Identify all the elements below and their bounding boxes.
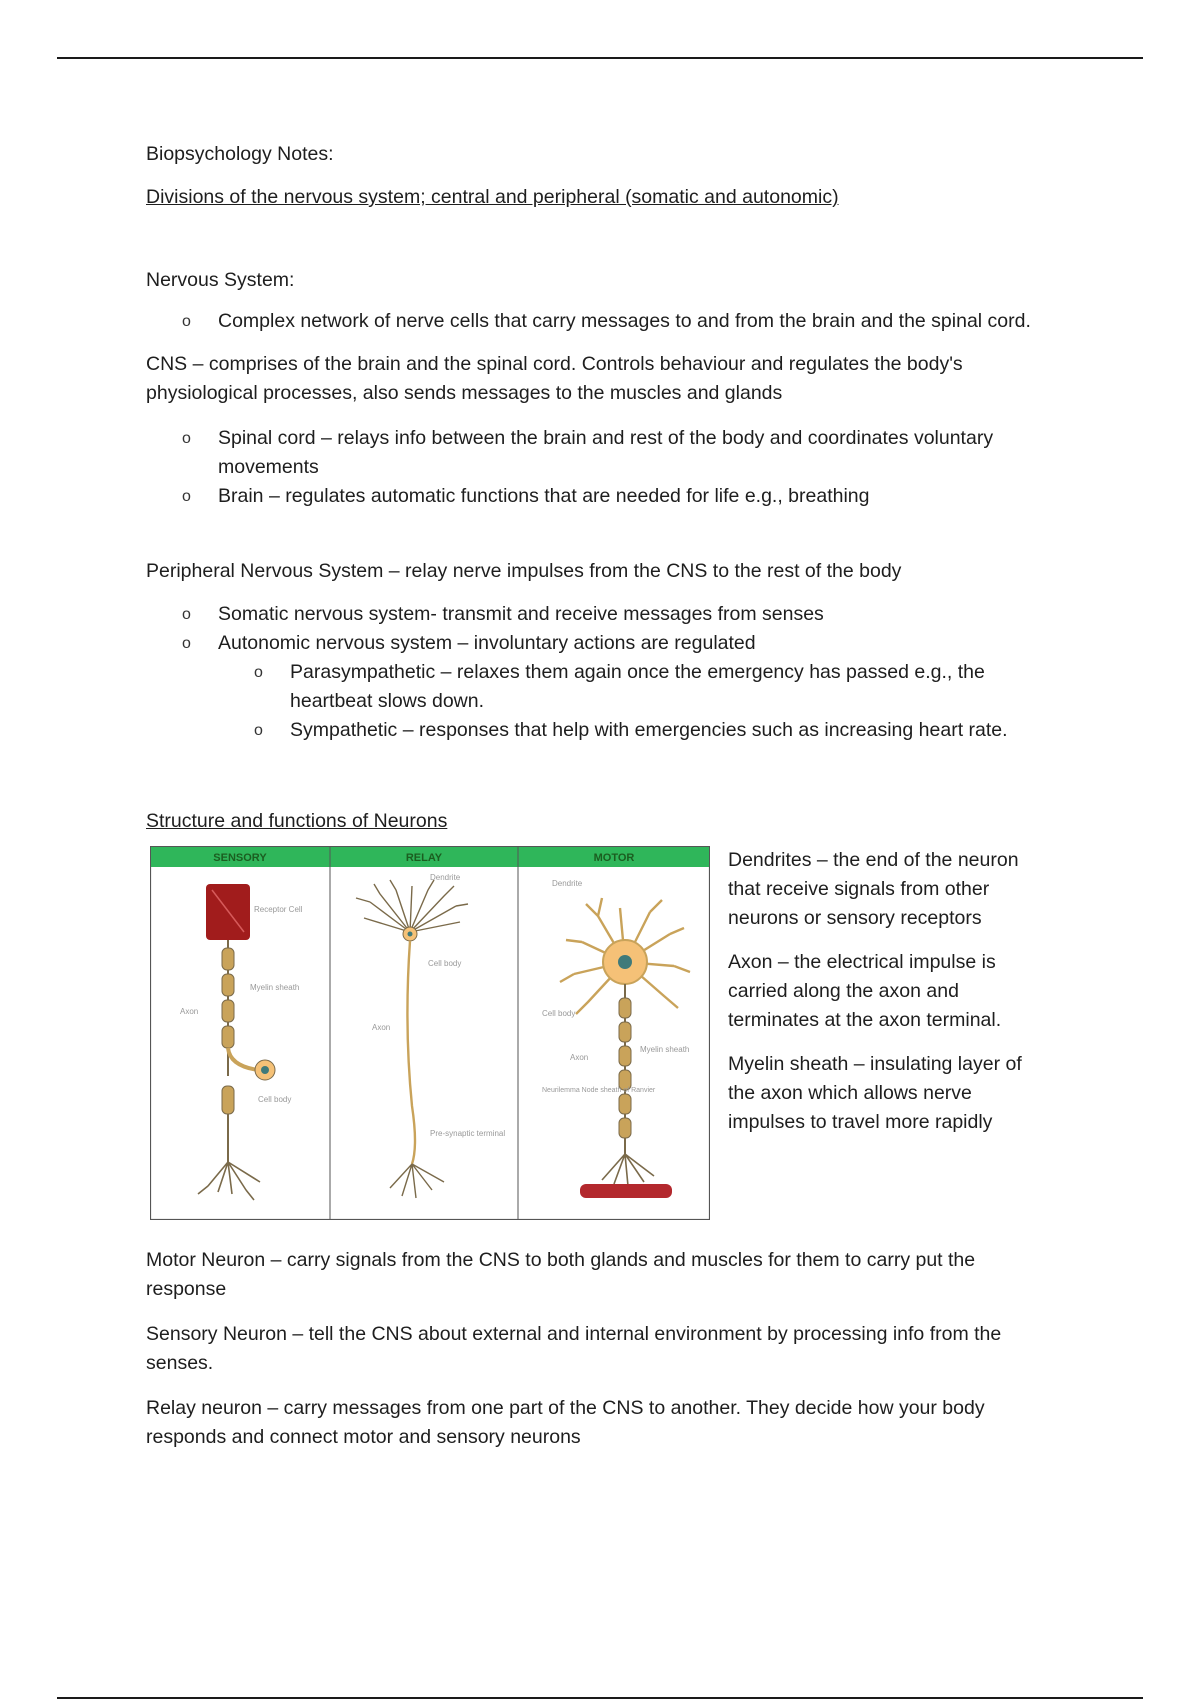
list-item-text: Spinal cord – relays info between the brain and rest of the body and coordinates voluntary movements — [218, 427, 994, 478]
cns-list — [146, 424, 1046, 511]
note-dendrites: Dendrites – the end of the neuron that receive signals from other neurons or sensory receptors — [728, 849, 1019, 929]
nervous-system-label: Nervous System: — [146, 269, 295, 291]
list-item-text: Parasympathetic – relaxes them again once the emergency has passed e.g., the heartbeat slows down. — [290, 661, 985, 712]
myelin-segment — [619, 1094, 631, 1114]
bottom-rule — [57, 1697, 1143, 1699]
myelin-segment — [619, 1118, 631, 1138]
myelin-segment — [222, 974, 234, 996]
label-node-motor: Neurilemma Node sheath of Ranvier — [542, 1087, 656, 1094]
label-myelin-motor: Myelin sheath — [640, 1045, 690, 1054]
header-relay: RELAY — [405, 852, 443, 864]
bullet-icon: o — [182, 313, 191, 330]
section-heading-neurons: Structure and functions of Neurons — [146, 810, 448, 832]
label-cell-body-motor: Cell body — [542, 1009, 576, 1018]
nervous-system-list — [146, 307, 1046, 336]
list-item — [146, 600, 1046, 629]
label-receptor: Receptor Cell — [254, 905, 303, 914]
note-axon: Axon – the electrical impulse is carried along the axon and terminates at the axon terminal. — [728, 951, 1002, 1031]
myelin-segment — [619, 998, 631, 1018]
list-item — [146, 716, 1046, 745]
bullet-icon: o — [182, 606, 191, 623]
neuron-section — [146, 846, 1046, 1220]
list-item-text: Autonomic nervous system – involuntary actions are regulated — [218, 632, 756, 654]
ans-list — [146, 658, 1046, 745]
bullet-icon: o — [254, 664, 263, 681]
top-rule — [57, 57, 1143, 59]
label-cell-body-relay: Cell body — [428, 959, 462, 968]
label-cell-body-sensory: Cell body — [258, 1095, 292, 1104]
bullet-icon: o — [182, 488, 191, 505]
myelin-segment — [222, 1026, 234, 1048]
motor-neuron-definition: Motor Neuron – carry signals from the CNS to both glands and muscles for them to carry put the response — [146, 1249, 976, 1300]
motor-nucleus — [618, 955, 632, 969]
pns-paragraph: Peripheral Nervous System – relay nerve impulses from the CNS to the rest of the body — [146, 560, 902, 582]
header-sensory: SENSORY — [213, 852, 267, 864]
myelin-segment — [619, 1022, 631, 1042]
neuron-side-notes — [728, 846, 1046, 1152]
neuron-diagram — [150, 846, 710, 1220]
bullet-icon: o — [254, 722, 263, 739]
header-motor: MOTOR — [593, 852, 635, 864]
note-myelin: Myelin sheath – insulating layer of the axon which allows nerve impulses to travel more rapidly — [728, 1053, 1022, 1133]
label-axon-sensory: Axon — [180, 1007, 199, 1016]
label-axon-relay: Axon — [372, 1023, 391, 1032]
label-dendrite-relay: Dendrite — [430, 873, 461, 882]
label-axon-motor: Axon — [570, 1053, 589, 1062]
list-item — [146, 424, 1046, 482]
relay-nucleus — [408, 932, 413, 937]
label-dendrite-motor: Dendrite — [552, 879, 583, 888]
sensory-neuron-definition: Sensory Neuron – tell the CNS about external and internal environment by processing info from the senses. — [146, 1323, 1002, 1374]
bullet-icon: o — [182, 430, 191, 447]
doc-title: Biopsychology Notes: — [146, 143, 334, 165]
list-item-text: Sympathetic – responses that help with emergencies such as increasing heart rate. — [290, 719, 1008, 741]
list-item — [146, 629, 1046, 658]
pns-list — [146, 600, 1046, 658]
myelin-segment — [619, 1046, 631, 1066]
label-myelin: Myelin sheath — [250, 983, 300, 992]
myelin-segment — [222, 1000, 234, 1022]
list-item — [146, 482, 1046, 511]
list-item-text: Brain – regulates automatic functions that are needed for life e.g., breathing — [218, 485, 870, 507]
list-item-text: Complex network of nerve cells that carry messages to and from the brain and the spinal cord. — [218, 310, 1031, 332]
list-item-text: Somatic nervous system- transmit and receive messages from senses — [218, 603, 824, 625]
label-terminal-relay: Pre-synaptic terminal — [430, 1129, 506, 1138]
bullet-icon: o — [182, 635, 191, 652]
cns-paragraph: CNS – comprises of the brain and the spinal cord. Controls behaviour and regulates the body's physiological processes, also sends messages to the muscles and glands — [146, 353, 963, 404]
sensory-nucleus — [261, 1066, 269, 1074]
document-page — [146, 140, 1046, 1452]
myelin-segment — [222, 948, 234, 970]
muscle-fiber — [580, 1184, 672, 1198]
relay-neuron-definition: Relay neuron – carry messages from one part of the CNS to another. They decide how your body responds and connect motor and sensory neurons — [146, 1397, 985, 1448]
section-heading-divisions: Divisions of the nervous system; central and peripheral (somatic and autonomic) — [146, 186, 839, 208]
list-item — [146, 658, 1046, 716]
myelin-segment — [222, 1086, 234, 1114]
list-item — [146, 307, 1046, 336]
